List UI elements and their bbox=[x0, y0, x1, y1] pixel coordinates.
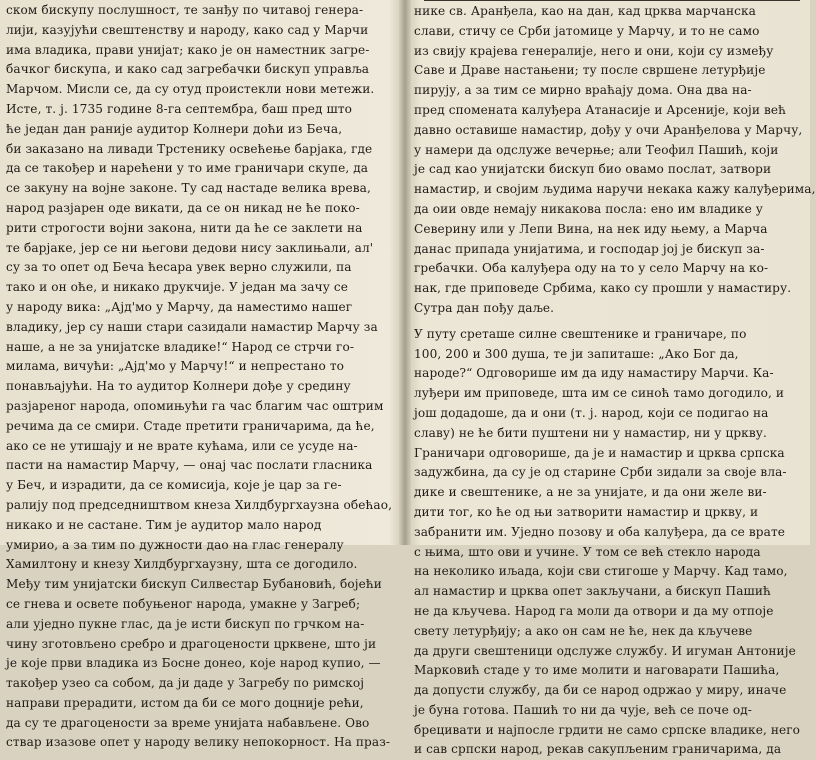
right-line: још додадоше, да и они (т. ј. народ, који се подигао на bbox=[414, 405, 769, 420]
left-line: Хамилтону и кнезу Хилдбургхаузну, шта се догодило. bbox=[6, 557, 358, 572]
right-line: давно оставише намастир, дођу у очи Аранђелова у Марчу, bbox=[414, 122, 803, 137]
left-line: владику, јер су наши стари сазидали намастир Марчу за bbox=[6, 319, 378, 334]
left-line: да су те драгоцености за време унијата набављене. Ово bbox=[6, 715, 370, 730]
left-page bbox=[6, 0, 398, 750]
left-line: ствар изазове опет у народу велику непокорност. На праз- bbox=[6, 735, 391, 750]
right-line: Северину или у Лепи Вина, на нек иду њему, а Марча bbox=[414, 221, 768, 236]
right-line: дике и свештенике, а не за унијате, и да они желе ви- bbox=[414, 485, 767, 500]
right-line: дити тог, ко ће од њи затворити намастир и цркву, и bbox=[414, 504, 759, 519]
right-line: свету летурђију; а ако он сам не ће, нек да кључеве bbox=[414, 623, 753, 638]
left-line: је које први владика из Босне донео, које народ купио, — bbox=[6, 656, 381, 671]
left-line: никако и не састане. Тим је аудитор мало народ bbox=[6, 517, 322, 532]
left-line: ће један дан раније аудитор Колнери доћи из Беча, bbox=[6, 121, 343, 136]
right-line: народе?“ Одговорише им да иду намастиру Марчи. Ка- bbox=[414, 366, 774, 381]
right-line: Сутра дан пођу даље. bbox=[414, 300, 555, 315]
left-line: рити строгости војни закона, нити да ће се заклети на bbox=[6, 220, 363, 235]
left-line: да се такођер и нарећени у то име граничари скупе, да bbox=[6, 161, 369, 176]
left-line: ском бискупу послушност, те занђу по читавој генера- bbox=[6, 3, 364, 17]
book-gutter bbox=[399, 0, 411, 545]
left-page-text bbox=[6, 0, 398, 753]
left-line: су за то опет од Беча ћесара увек верно служили, па bbox=[6, 260, 352, 275]
left-line: би заказано на ливади Трстенику освећење барјака, где bbox=[6, 141, 373, 156]
left-line: лији, казујући свештенству и народу, како сад у Марчи bbox=[6, 22, 369, 37]
right-line: не да кључева. Народ га моли да отвори и да му отпоје bbox=[414, 603, 774, 618]
right-line: и сав српски народ, рекав сакупљеним граничарима, да bbox=[414, 742, 782, 757]
left-line: такођер узео са собом, да ји даде у Загребу по римској bbox=[6, 676, 365, 691]
left-line: чину зготовљено сребро и драгоцености црквене, што ји bbox=[6, 636, 377, 651]
left-line: у Беч, и израдити, да се комисија, које је цар за ге- bbox=[6, 478, 342, 493]
top-rule bbox=[424, 0, 800, 1]
right-page-text bbox=[414, 0, 816, 760]
left-line: ако се не утишају и не врате кућама, или се усуде на- bbox=[6, 438, 358, 453]
left-line: има владика, прави унијат; како је он наместник загре- bbox=[6, 42, 370, 57]
right-line: нак, где приповеде Србима, како су прошли у намастиру. bbox=[414, 281, 792, 296]
right-line: да други свештеници одслуже службу. И игуман Антоније bbox=[414, 643, 796, 658]
right-line: из свију крајева генералије, него и они, који су између bbox=[414, 43, 774, 58]
right-line: задужбина, да су је од старине Срби зидали за своје вла- bbox=[414, 465, 787, 480]
left-line: али уједно пукне глас, да је исти бискуп по грчком на- bbox=[6, 616, 365, 631]
right-line: слави, стичу се Срби јатомице у Марчу, и то не само bbox=[414, 23, 760, 38]
right-line: брецивати и најпосле грдити не само српске владике, него bbox=[414, 722, 801, 737]
right-line: данас припада унијатима, и господар јој је бискуп за- bbox=[414, 241, 765, 256]
right-line: намастир, и својим људима наручи некака кажу калуђерима, bbox=[414, 182, 816, 197]
right-line: нике св. Аранђела, као на дан, кад црква марчанска bbox=[414, 4, 756, 18]
left-line: у народу вика: „Ајд'мо у Марчу, да наместимо нашег bbox=[6, 299, 353, 314]
left-line: Међу тим унијатски бискуп Силвестар Бубановић, бојећи bbox=[6, 577, 382, 592]
left-line: понављајући. На то аудитор Колнери дође у средину bbox=[6, 379, 351, 394]
left-line: те барјаке, јер се ни његови дедови нису заклињали, ал' bbox=[6, 240, 374, 255]
left-line: наше, а не за унијатске владике!“ Народ се стрчи го- bbox=[6, 339, 355, 354]
right-line: у намери да одслуже вечерње; али Теофил Пашић, који bbox=[414, 142, 779, 157]
right-line: Граничари одговорише, да је и намастир и црква српска bbox=[414, 445, 785, 460]
right-line: да оии овде немају никакова посла: ено им владике у bbox=[414, 201, 763, 216]
right-line: је буна готова. Пашић то ни да чује, већ се поче од- bbox=[414, 702, 752, 717]
right-line: је сад као унијатски бискуп био овамо послат, затвори bbox=[414, 162, 772, 177]
right-line: да допусти службу, да би се народ одржао у миру, иначе bbox=[414, 683, 787, 698]
right-line: ал намастир и црква опет закључани, а бискуп Пашић bbox=[414, 584, 771, 599]
left-line: Марчом. Мисли се, да су отуд проистекли нови метежи. bbox=[6, 82, 375, 97]
left-line: Исте, т. ј. 1735 године 8-га септембра, баш пред што bbox=[6, 101, 353, 116]
left-line: се закуну на војне законе. Ту сад настаде велика врева, bbox=[6, 181, 371, 196]
right-line: луђери им приповеде, шта им се синоћ тамо догодило, и bbox=[414, 386, 785, 401]
left-line: тако и он оће, и никако друкчије. У један ма зачу се bbox=[6, 280, 348, 295]
left-line: милама, вичући: „Ајд'мо у Марчу!“ и непрестано то bbox=[6, 359, 344, 374]
right-line: 100, 200 и 300 душа, те ји запиташе: „Ако Бог да, bbox=[414, 346, 739, 361]
left-line: направи прерадити, истом да би се мого доцније рећи, bbox=[6, 695, 364, 710]
right-line: забранити им. Уједно позову и оба калуђера, да се врате bbox=[414, 524, 785, 539]
right-line: пред спомената калуђера Атанасије и Арсеније, који већ bbox=[414, 102, 787, 117]
right-line: Саве и Драве настањени; ту после свршене летурђије bbox=[414, 63, 766, 78]
left-line: ралију под председништвом кнеза Хилдбургхаузна обећао, bbox=[6, 497, 393, 512]
right-line: Марковић стаде у то име молити и наговарати Пашића, bbox=[414, 663, 780, 678]
right-line: славу) не ће бити пуштени ни у намастир, ни у цркву. bbox=[414, 425, 767, 440]
left-line: речима да се смири. Стаде претити граничарима, да ће, bbox=[6, 418, 375, 433]
left-line: се гнева и освете побуњеног народа, умакне у Загреб; bbox=[6, 596, 361, 611]
left-line: народ разјарен оде викати, да се он никад не ће поко- bbox=[6, 200, 360, 215]
left-line: пасти на намастир Марчу, — онај час послати гласника bbox=[6, 458, 373, 473]
left-line: бачког бискупа, и како сад загребачки бискуп управља bbox=[6, 62, 370, 77]
left-line: разјареног народа, опомињући га час благим час оштрим bbox=[6, 398, 384, 413]
right-line: на неколико иљада, који сви стигоше у Марчу. Кад тамо, bbox=[414, 564, 788, 579]
right-line: пирују, а за тим се мирно враћају дома. Она два на- bbox=[414, 83, 752, 98]
left-line: умирио, а за тим по дужности дао на глас генералу bbox=[6, 537, 344, 552]
right-line: гребачки. Оба калуђера оду на то у село Марчу на ко- bbox=[414, 261, 769, 276]
right-page bbox=[414, 0, 816, 757]
right-line: У путу среташе силне свештенике и граничаре, по bbox=[414, 326, 747, 341]
right-line: с њима, што ови и учине. У том се већ стекло народа bbox=[414, 544, 761, 559]
